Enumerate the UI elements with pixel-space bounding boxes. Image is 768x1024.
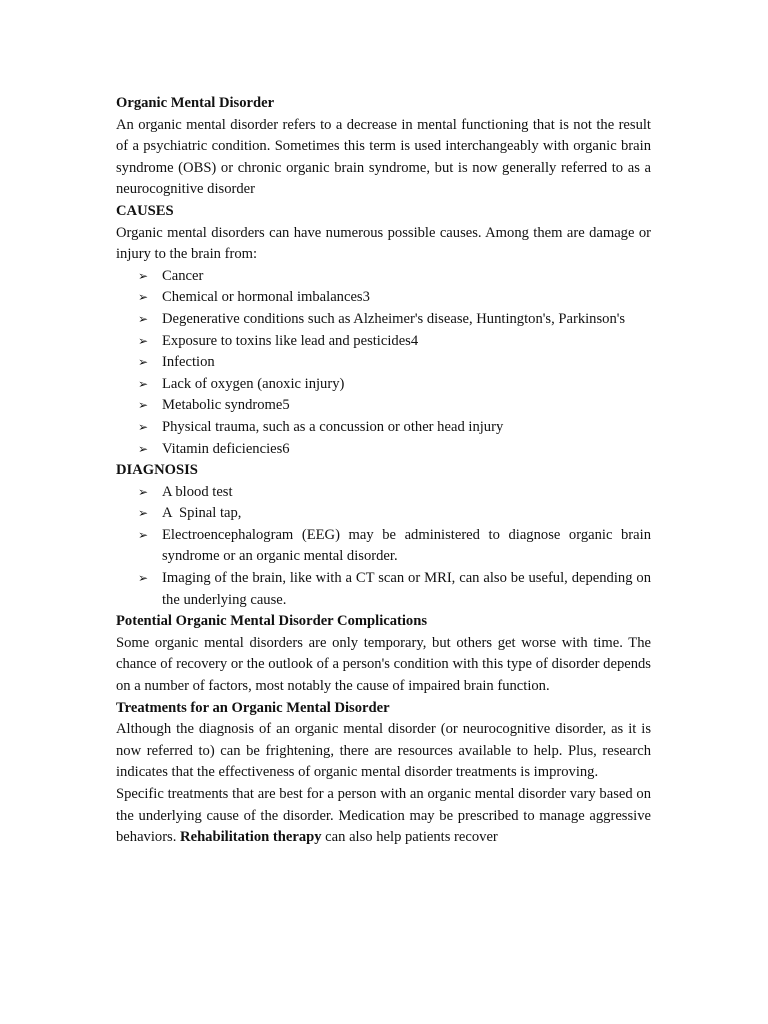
arrow-bullet-icon: ➢ (138, 527, 149, 542)
list-item: ➢ A blood test (116, 482, 651, 504)
arrow-bullet-icon: ➢ (138, 419, 149, 434)
arrow-bullet-icon: ➢ (138, 484, 149, 499)
treatments-text-end: can also help patients recover (321, 829, 498, 846)
diagnosis-heading: DIAGNOSIS (116, 462, 198, 479)
document-title: Organic Mental Disorder (116, 95, 275, 111)
complications-paragraph: Some organic mental disorders are only temporary, but others get worse with time. The chance of recovery or the outlook of a person's condition with this type of disorder depends on a number of factors, most notably the cause of impaired brain function. (116, 634, 651, 695)
arrow-bullet-icon: ➢ (138, 290, 149, 305)
list-item: ➢ Degenerative conditions such as Alzheimer's disease, Huntington's, Parkinson's (116, 309, 651, 331)
causes-list (116, 266, 651, 460)
document-page (116, 93, 651, 849)
rehabilitation-therapy-term: Rehabilitation therapy (180, 829, 322, 846)
list-item: ➢ Metabolic syndrome5 (116, 395, 651, 417)
list-item: ➢ Lack of oxygen (anoxic injury) (116, 374, 651, 396)
arrow-bullet-icon: ➢ (138, 355, 149, 370)
list-item: ➢ Cancer (116, 266, 651, 288)
causes-paragraph: Organic mental disorders can have numerous possible causes. Among them are damage or injury to the brain from: (116, 224, 651, 263)
treatments-paragraph-2 (116, 784, 651, 849)
treatments-heading: Treatments for an Organic Mental Disorder (116, 699, 390, 716)
causes-heading: CAUSES (116, 202, 174, 219)
arrow-bullet-icon: ➢ (138, 571, 149, 586)
arrow-bullet-icon: ➢ (138, 268, 149, 283)
list-item: ➢ Vitamin deficiencies6 (116, 439, 651, 461)
list-item: ➢ Infection (116, 352, 651, 374)
list-item: ➢ Imaging of the brain, like with a CT scan or MRI, can also be useful, depending on the underlying cause. (138, 570, 651, 608)
arrow-bullet-icon: ➢ (138, 441, 149, 456)
list-item: ➢ Physical trauma, such as a concussion or other head injury (116, 417, 651, 439)
arrow-bullet-icon: ➢ (138, 333, 149, 348)
treatments-text-start: Specific treatments that are best for a person with an organic mental disorder vary based on the underlying cause of the disorder. Medication may be prescribed to manage aggressive behaviors. (116, 786, 651, 846)
intro-paragraph: An organic mental disorder refers to a decrease in mental functioning that is not the result of a psychiatric condition. Sometimes this term is used interchangeably with organic brain syndrome (OBS) or chronic organic brain syndrome, but is now generally referred to as a neurocognitive disorder (116, 116, 651, 198)
diagnosis-list (116, 482, 651, 612)
arrow-bullet-icon: ➢ (138, 506, 149, 521)
list-item: ➢ Chemical or hormonal imbalances3 (116, 287, 651, 309)
arrow-bullet-icon: ➢ (138, 311, 149, 326)
list-item: ➢ Electroencephalogram (EEG) may be administered to diagnose organic brain syndrome or an organic mental disorder. (138, 526, 651, 565)
list-item: ➢ A Spinal tap, (116, 503, 651, 525)
list-item: ➢ Exposure to toxins like lead and pesticides4 (116, 331, 651, 353)
treatments-paragraph-1: Although the diagnosis of an organic mental disorder (or neurocognitive disorder, as it is now referred to) can be frightening, there are resources available to help. Plus, research indicates that the effectiveness of organic mental disorder treatments is improving. (116, 721, 651, 781)
complications-heading: Potential Organic Mental Disorder Complications (116, 613, 428, 630)
arrow-bullet-icon: ➢ (138, 398, 149, 413)
arrow-bullet-icon: ➢ (138, 376, 149, 391)
